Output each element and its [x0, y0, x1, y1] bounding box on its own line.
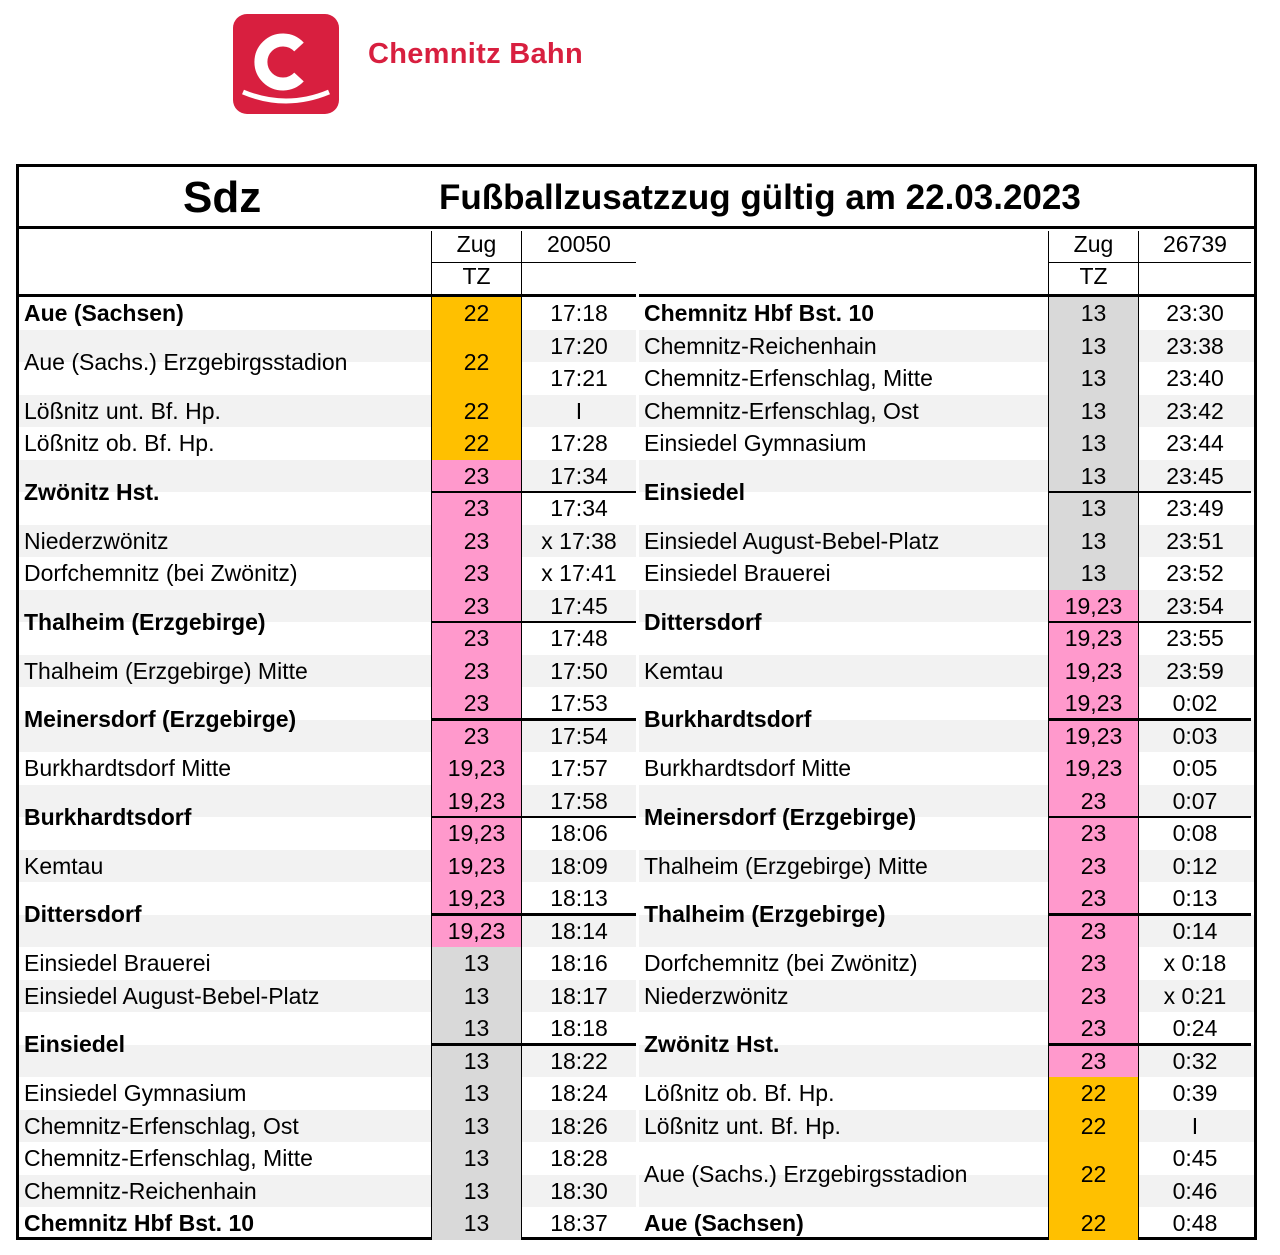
station-name: Kemtau	[24, 852, 104, 879]
departure-time: 0:14	[1172, 917, 1218, 944]
tz-cell: 13	[431, 947, 522, 980]
departure-time: 23:52	[1166, 560, 1224, 586]
tz-cell: 22	[1048, 1077, 1139, 1110]
departure-time: 17:48	[550, 625, 608, 651]
departure-time: 0:39	[1172, 1080, 1218, 1106]
departure-time: 18:13	[550, 885, 608, 911]
departure-time: 18:30	[550, 1177, 608, 1204]
departure-time: x 0:21	[1163, 982, 1227, 1009]
table-row	[19, 590, 636, 635]
tz-cell: 13	[1048, 395, 1139, 428]
tz-cell: 23	[431, 720, 522, 753]
zug-label: Zug	[1048, 231, 1139, 263]
stop-separator	[1048, 491, 1251, 494]
departure-time: 17:34	[550, 462, 608, 489]
departure-time: 17:20	[550, 332, 608, 359]
tz-cell: 19,23	[431, 817, 522, 850]
tz-cell: 19,23	[1048, 622, 1139, 655]
departure-time: 23:59	[1166, 657, 1224, 684]
departure-time: 0:12	[1172, 852, 1218, 879]
departure-time: 18:17	[550, 982, 608, 1009]
departure-time: 18:28	[550, 1145, 608, 1171]
station-name: Burkhardtsdorf	[644, 706, 812, 733]
table-row	[19, 1110, 636, 1143]
table-row	[639, 297, 1254, 330]
station-name: Niederzwönitz	[24, 527, 169, 554]
departure-time: 18:26	[550, 1112, 608, 1139]
title-row	[19, 167, 1254, 229]
station-name: Chemnitz-Reichenhain	[644, 332, 877, 359]
station-name: Einsiedel August-Bebel-Platz	[644, 527, 940, 554]
station-name: Thalheim (Erzgebirge)	[644, 901, 886, 928]
tz-cell: 19,23	[431, 850, 522, 883]
table-row	[639, 557, 1254, 590]
departure-time: 18:14	[550, 917, 608, 944]
station-name: Einsiedel	[644, 478, 745, 505]
tz-cell: 23	[431, 655, 522, 688]
departure-time: 0:13	[1172, 885, 1218, 911]
tz-cell: 13	[431, 1142, 522, 1175]
departure-time: 0:45	[1172, 1145, 1218, 1171]
tz-cell: 13	[431, 980, 522, 1013]
tz-cell: 19,23	[1048, 720, 1139, 753]
station-name: Dorfchemnitz (bei Zwönitz)	[24, 560, 298, 586]
tz-cell: 23	[1048, 1012, 1139, 1045]
stop-separator	[431, 1043, 636, 1046]
station-name: Einsiedel August-Bebel-Platz	[24, 982, 320, 1009]
table-row	[19, 330, 636, 375]
stop-separator	[1048, 913, 1251, 916]
table-row	[19, 785, 636, 830]
departure-time: 18:37	[550, 1210, 608, 1236]
departure-time: 17:28	[550, 430, 608, 456]
table-row	[639, 655, 1254, 688]
table-row	[639, 1012, 1254, 1058]
tz-cell: 13	[1048, 492, 1139, 525]
departure-time: 17:58	[550, 787, 608, 814]
departure-time: 17:53	[550, 690, 608, 716]
tz-cell: 23	[1048, 882, 1139, 915]
tz-cell: 19,23	[1048, 655, 1139, 688]
table-row	[639, 1142, 1254, 1188]
departure-time: 23:42	[1166, 397, 1224, 424]
station-name: Einsiedel Brauerei	[644, 560, 831, 586]
tz-cell: 13	[431, 1077, 522, 1110]
table-row	[639, 590, 1254, 635]
station-name: Aue (Sachs.) Erzgebirgsstadion	[24, 348, 348, 375]
tz-cell: 13	[431, 1012, 522, 1045]
station-name: Chemnitz-Reichenhain	[24, 1177, 257, 1204]
departure-time: 17:50	[550, 657, 608, 684]
tz-cell: 23	[431, 492, 522, 525]
station-name: Zwönitz Hst.	[24, 478, 160, 505]
tz-cell: 13	[431, 1175, 522, 1208]
tz-cell: 13	[431, 1045, 522, 1078]
tz-cell: 23	[431, 525, 522, 558]
station-name: Lößnitz unt. Bf. Hp.	[644, 1112, 841, 1139]
stop-separator	[431, 491, 636, 494]
table-row	[19, 1142, 636, 1175]
departure-time: 17:45	[550, 592, 608, 619]
tz-cell: 23	[431, 622, 522, 655]
tz-cell: 23	[431, 590, 522, 623]
tz-cell: 13	[1048, 330, 1139, 363]
tz-cell: 23	[431, 687, 522, 720]
table-row	[19, 947, 636, 980]
tz-cell: 13	[1048, 557, 1139, 590]
departure-time: 23:30	[1166, 300, 1224, 326]
tz-cell: 23	[1048, 915, 1139, 948]
tz-cell: 13	[431, 1207, 522, 1240]
brand-name: Chemnitz Bahn	[368, 38, 583, 70]
station-name: Chemnitz-Erfenschlag, Ost	[24, 1112, 299, 1139]
train-number: 20050	[522, 231, 636, 263]
stop-separator	[1048, 1043, 1251, 1046]
station-name: Burkhardtsdorf Mitte	[24, 755, 232, 781]
tz-cell: 13	[1048, 362, 1139, 395]
table-row	[19, 297, 636, 330]
tz-cell: 23	[1048, 1045, 1139, 1078]
departure-time: I	[575, 397, 583, 424]
table-row	[639, 395, 1254, 428]
table-row	[639, 687, 1254, 733]
timetable-title: Fußballzusatzzug gültig am 22.03.2023	[439, 178, 1081, 217]
tz-cell: 19,23	[431, 915, 522, 948]
table-row	[19, 850, 636, 883]
zug-label: Zug	[431, 231, 522, 263]
station-name: Dittersdorf	[644, 608, 762, 635]
tz-cell: 22	[431, 330, 522, 395]
table-row	[19, 1077, 636, 1110]
table-row	[19, 687, 636, 733]
departure-time: 0:48	[1172, 1210, 1218, 1236]
departure-time: 23:55	[1166, 625, 1224, 651]
table-row	[639, 427, 1254, 460]
table-row	[19, 427, 636, 460]
departure-time: 0:05	[1172, 755, 1218, 781]
tz-cell: 19,23	[431, 752, 522, 785]
station-name: Thalheim (Erzgebirge) Mitte	[24, 657, 308, 684]
departure-time: 17:18	[550, 300, 608, 326]
station-name: Chemnitz-Erfenschlag, Mitte	[644, 365, 933, 391]
tz-cell: 19,23	[431, 785, 522, 818]
departure-time: 0:07	[1172, 787, 1218, 814]
departure-time: 0:24	[1172, 1015, 1218, 1041]
tz-cell: 13	[1048, 427, 1139, 460]
departure-time: 0:32	[1172, 1047, 1218, 1074]
station-name: Chemnitz-Erfenschlag, Mitte	[24, 1145, 313, 1171]
stop-separator	[431, 621, 636, 624]
departure-time: 18:18	[550, 1015, 608, 1041]
tz-cell: 22	[431, 395, 522, 428]
station-name: Kemtau	[644, 657, 724, 684]
departure-time: 23:40	[1166, 365, 1224, 391]
departure-time: 0:46	[1172, 1177, 1218, 1204]
departure-time: I	[1191, 1112, 1199, 1139]
column-header	[639, 229, 1254, 297]
tz-cell: 13	[431, 1110, 522, 1143]
tz-cell: 22	[431, 427, 522, 460]
table-row	[639, 752, 1254, 785]
table-row	[19, 557, 636, 590]
departure-time: 23:51	[1166, 527, 1224, 554]
tz-cell: 23	[1048, 850, 1139, 883]
tz-cell: 22	[1048, 1110, 1139, 1143]
table-row	[639, 1207, 1254, 1240]
departure-time: 0:03	[1172, 722, 1218, 749]
station-name: Lößnitz ob. Bf. Hp.	[644, 1080, 835, 1106]
station-name: Lößnitz unt. Bf. Hp.	[24, 397, 221, 424]
station-name: Aue (Sachsen)	[24, 300, 184, 326]
station-name: Meinersdorf (Erzgebirge)	[24, 706, 297, 733]
station-name: Dittersdorf	[24, 901, 142, 928]
tz-cell: 22	[431, 297, 522, 330]
table-row	[639, 882, 1254, 928]
timetable	[16, 164, 1257, 1240]
station-name: Thalheim (Erzgebirge)	[24, 608, 266, 635]
table-row	[639, 460, 1254, 505]
departure-time: 17:54	[550, 722, 608, 749]
table-row	[19, 752, 636, 785]
station-name: Meinersdorf (Erzgebirge)	[644, 803, 917, 830]
station-name: Lößnitz ob. Bf. Hp.	[24, 430, 215, 456]
chemnitz-bahn-logo	[233, 14, 339, 114]
table-row	[639, 330, 1254, 363]
tz-label: TZ	[1048, 263, 1139, 295]
tz-cell: 23	[431, 460, 522, 493]
tz-cell: 13	[1048, 460, 1139, 493]
tz-cell: 22	[1048, 1207, 1139, 1240]
station-name: Zwönitz Hst.	[644, 1031, 780, 1058]
tz-cell: 13	[1048, 297, 1139, 330]
table-row	[639, 1110, 1254, 1143]
stop-separator	[1048, 816, 1251, 819]
station-name: Chemnitz Hbf Bst. 10	[24, 1210, 255, 1236]
table-row	[19, 395, 636, 428]
departure-time: 18:09	[550, 852, 608, 879]
station-name: Einsiedel Gymnasium	[644, 430, 867, 456]
stop-separator	[431, 718, 636, 721]
stop-separator	[1048, 718, 1251, 721]
table-row	[639, 362, 1254, 395]
departure-time: 23:44	[1166, 430, 1224, 456]
table-row	[19, 980, 636, 1013]
departure-time: 0:08	[1172, 820, 1218, 846]
departure-time: 23:54	[1166, 592, 1224, 619]
departure-time: 18:24	[550, 1080, 608, 1106]
tz-cell: 19,23	[1048, 752, 1139, 785]
tz-cell: 23	[1048, 980, 1139, 1013]
station-name: Aue (Sachs.) Erzgebirgsstadion	[644, 1161, 968, 1188]
table-row	[19, 1207, 636, 1240]
tz-cell: 23	[1048, 817, 1139, 850]
departure-time: 0:02	[1172, 690, 1218, 716]
station-name: Thalheim (Erzgebirge) Mitte	[644, 852, 928, 879]
stop-separator	[431, 913, 636, 916]
tz-cell: 23	[1048, 947, 1139, 980]
table-row	[19, 525, 636, 558]
departure-time: 23:38	[1166, 332, 1224, 359]
table-row	[19, 1175, 636, 1208]
tz-cell: 23	[431, 557, 522, 590]
table-row	[19, 1012, 636, 1058]
table-row	[639, 980, 1254, 1013]
tz-cell: 19,23	[431, 882, 522, 915]
station-name: Dorfchemnitz (bei Zwönitz)	[644, 950, 918, 976]
tz-cell: 19,23	[1048, 687, 1139, 720]
departure-time: x 17:41	[541, 560, 617, 586]
table-row	[19, 882, 636, 928]
table-row	[639, 850, 1254, 883]
departure-time: 23:49	[1166, 495, 1224, 521]
tz-cell: 19,23	[1048, 590, 1139, 623]
departure-time: 17:21	[550, 365, 608, 391]
tz-cell: 23	[1048, 785, 1139, 818]
column-header	[19, 229, 636, 297]
departure-time: 23:45	[1166, 462, 1224, 489]
table-row	[19, 460, 636, 505]
station-name: Aue (Sachsen)	[644, 1210, 804, 1236]
station-name: Burkhardtsdorf	[24, 803, 192, 830]
station-name: Einsiedel	[24, 1031, 125, 1058]
station-name: Burkhardtsdorf Mitte	[644, 755, 852, 781]
stop-separator	[1048, 621, 1251, 624]
table-row	[19, 655, 636, 688]
departure-time: x 0:18	[1163, 950, 1227, 976]
station-name: Niederzwönitz	[644, 982, 789, 1009]
departure-time: 17:57	[550, 755, 608, 781]
train-type-title: Sdz	[183, 173, 262, 222]
departure-time: 18:16	[550, 950, 608, 976]
departure-time: x 17:38	[541, 527, 617, 554]
station-name: Einsiedel Gymnasium	[24, 1080, 247, 1106]
stop-separator	[431, 816, 636, 819]
table-row	[639, 525, 1254, 558]
departure-time: 17:34	[550, 495, 608, 521]
station-name: Einsiedel Brauerei	[24, 950, 211, 976]
departure-time: 18:06	[550, 820, 608, 846]
station-name: Chemnitz Hbf Bst. 10	[644, 300, 875, 326]
departure-time: 18:22	[550, 1047, 608, 1074]
station-name: Chemnitz-Erfenschlag, Ost	[644, 397, 919, 424]
tz-cell: 13	[1048, 525, 1139, 558]
tz-label: TZ	[431, 263, 522, 295]
tz-cell: 22	[1048, 1142, 1139, 1207]
train-number: 26739	[1139, 231, 1251, 263]
table-row	[639, 1077, 1254, 1110]
table-row	[639, 785, 1254, 830]
table-row	[639, 947, 1254, 980]
